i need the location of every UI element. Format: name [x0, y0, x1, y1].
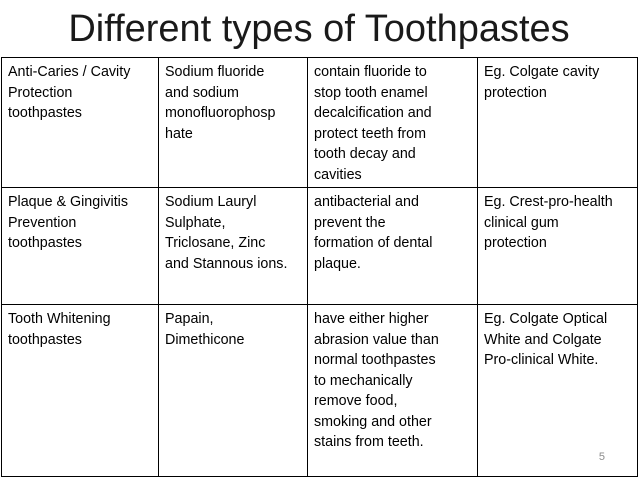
toothpaste-type-cell: Anti-Caries / Cavity Protection toothpastes — [2, 58, 159, 188]
ingredients-cell: Sodium Lauryl Sulphate, Triclosane, Zinc and Stannous ions. — [159, 188, 308, 305]
table-row — [2, 305, 638, 477]
slide-title: Different types of Toothpastes — [68, 8, 570, 50]
ingredients-cell: Sodium fluoride and sodium monofluorophosp hate — [159, 58, 308, 188]
function-cell: antibacterial and prevent the formation of dental plaque. — [308, 188, 478, 305]
toothpaste-type-cell: Plaque & Gingivitis Prevention toothpastes — [2, 188, 159, 305]
table-row — [2, 188, 638, 305]
example-cell: Eg. Crest-pro-health clinical gum protection — [478, 188, 638, 305]
ingredients-cell: Papain, Dimethicone — [159, 305, 308, 477]
function-cell: contain fluoride to stop tooth enamel decalcification and protect teeth from tooth decay and cavities — [308, 58, 478, 188]
table-row — [2, 58, 638, 188]
toothpaste-types-table — [1, 57, 638, 477]
page-number: 5 — [598, 451, 605, 463]
example-cell: Eg. Colgate cavity protection — [478, 58, 638, 188]
example-cell: Eg. Colgate Optical White and Colgate Pro-clinical White. — [478, 305, 638, 477]
toothpaste-type-cell: Tooth Whitening toothpastes — [2, 305, 159, 477]
function-cell: have either higher abrasion value than normal toothpastes to mechanically remove food, smoking and other stains from teeth. — [308, 305, 478, 477]
